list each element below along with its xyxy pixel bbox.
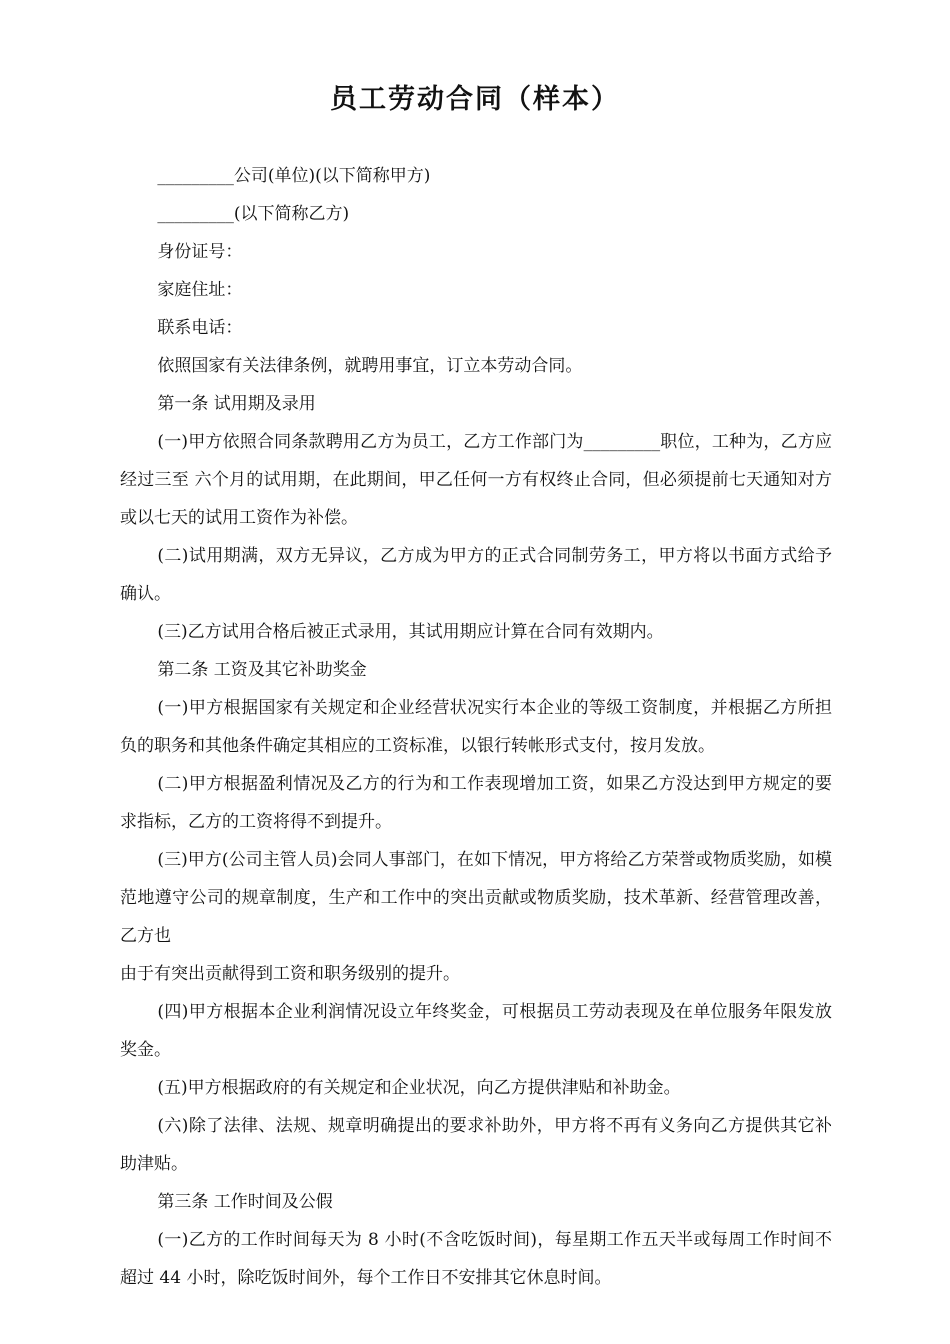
paragraph: 联系电话： — [157, 318, 243, 338]
document-title: 员工劳动合同（样本） — [330, 84, 620, 115]
paragraph: (三)乙方试用合格后被正式录用，其试用期应计算在合同有效期内。 — [157, 622, 664, 642]
paragraph: (一)甲方根据国家有关规定和企业经营状况实行本企业的等级工资制度，并根据乙方所担负的职务和其他条件确定其相应的工资标准，以银行转帐形式支付，按月发放。 — [120, 698, 832, 756]
paragraph: (三)甲方(公司主管人员)会同人事部门，在如下情况，甲方将给乙方荣誉或物质奖励，如模范地遵守公司的规章制度，生产和工作中的突出贡献或物质奖励，技术革新、经营管理改善，乙方也 — [120, 850, 832, 946]
paragraph: _________公司(单位)(以下简称甲方) — [157, 166, 431, 186]
paragraph: 由于有突出贡献得到工资和职务级别的提升。 — [120, 964, 460, 984]
paragraph: (二)试用期满，双方无异议，乙方成为甲方的正式合同制劳务工，甲方将以书面方式给予确认。 — [120, 546, 832, 604]
paragraph: 依照国家有关法律条例，就聘用事宜，订立本劳动合同。 — [157, 356, 583, 376]
paragraph: _________(以下简称乙方) — [157, 204, 350, 224]
paragraph: (一)甲方依照合同条款聘用乙方为员工，乙方工作部门为_________职位，工种为，乙方应经过三至 六个月的试用期，在此期间，甲乙任何一方有权终止合同，但必须提前七天通知对方或以七天的试用工资作为补偿。 — [120, 432, 832, 528]
paragraph: 身份证号： — [157, 242, 243, 262]
paragraph: 家庭住址： — [157, 280, 243, 300]
paragraph: (一)乙方的工作时间每天为 8 小时(不含吃饭时间)，每星期工作五天半或每周工作时间不超过 44 小时，除吃饭时间外，每个工作日不安排其它休息时间。 — [120, 1230, 832, 1288]
paragraph: (六)除了法律、法规、规章明确提出的要求补助外，甲方将不再有义务向乙方提供其它补助津贴。 — [120, 1116, 832, 1174]
paragraph: 第二条 工资及其它补助奖金 — [157, 660, 367, 680]
document-body — [120, 157, 832, 1297]
paragraph: (五)甲方根据政府的有关规定和企业状况，向乙方提供津贴和补助金。 — [157, 1078, 681, 1098]
paragraph: (四)甲方根据本企业利润情况设立年终奖金，可根据员工劳动表现及在单位服务年限发放奖金。 — [120, 1002, 832, 1060]
paragraph: 第一条 试用期及录用 — [157, 394, 316, 414]
paragraph: (二)甲方根据盈利情况及乙方的行为和工作表现增加工资，如果乙方没达到甲方规定的要求指标，乙方的工资将得不到提升。 — [120, 774, 832, 832]
paragraph: 第三条 工作时间及公假 — [157, 1192, 333, 1212]
